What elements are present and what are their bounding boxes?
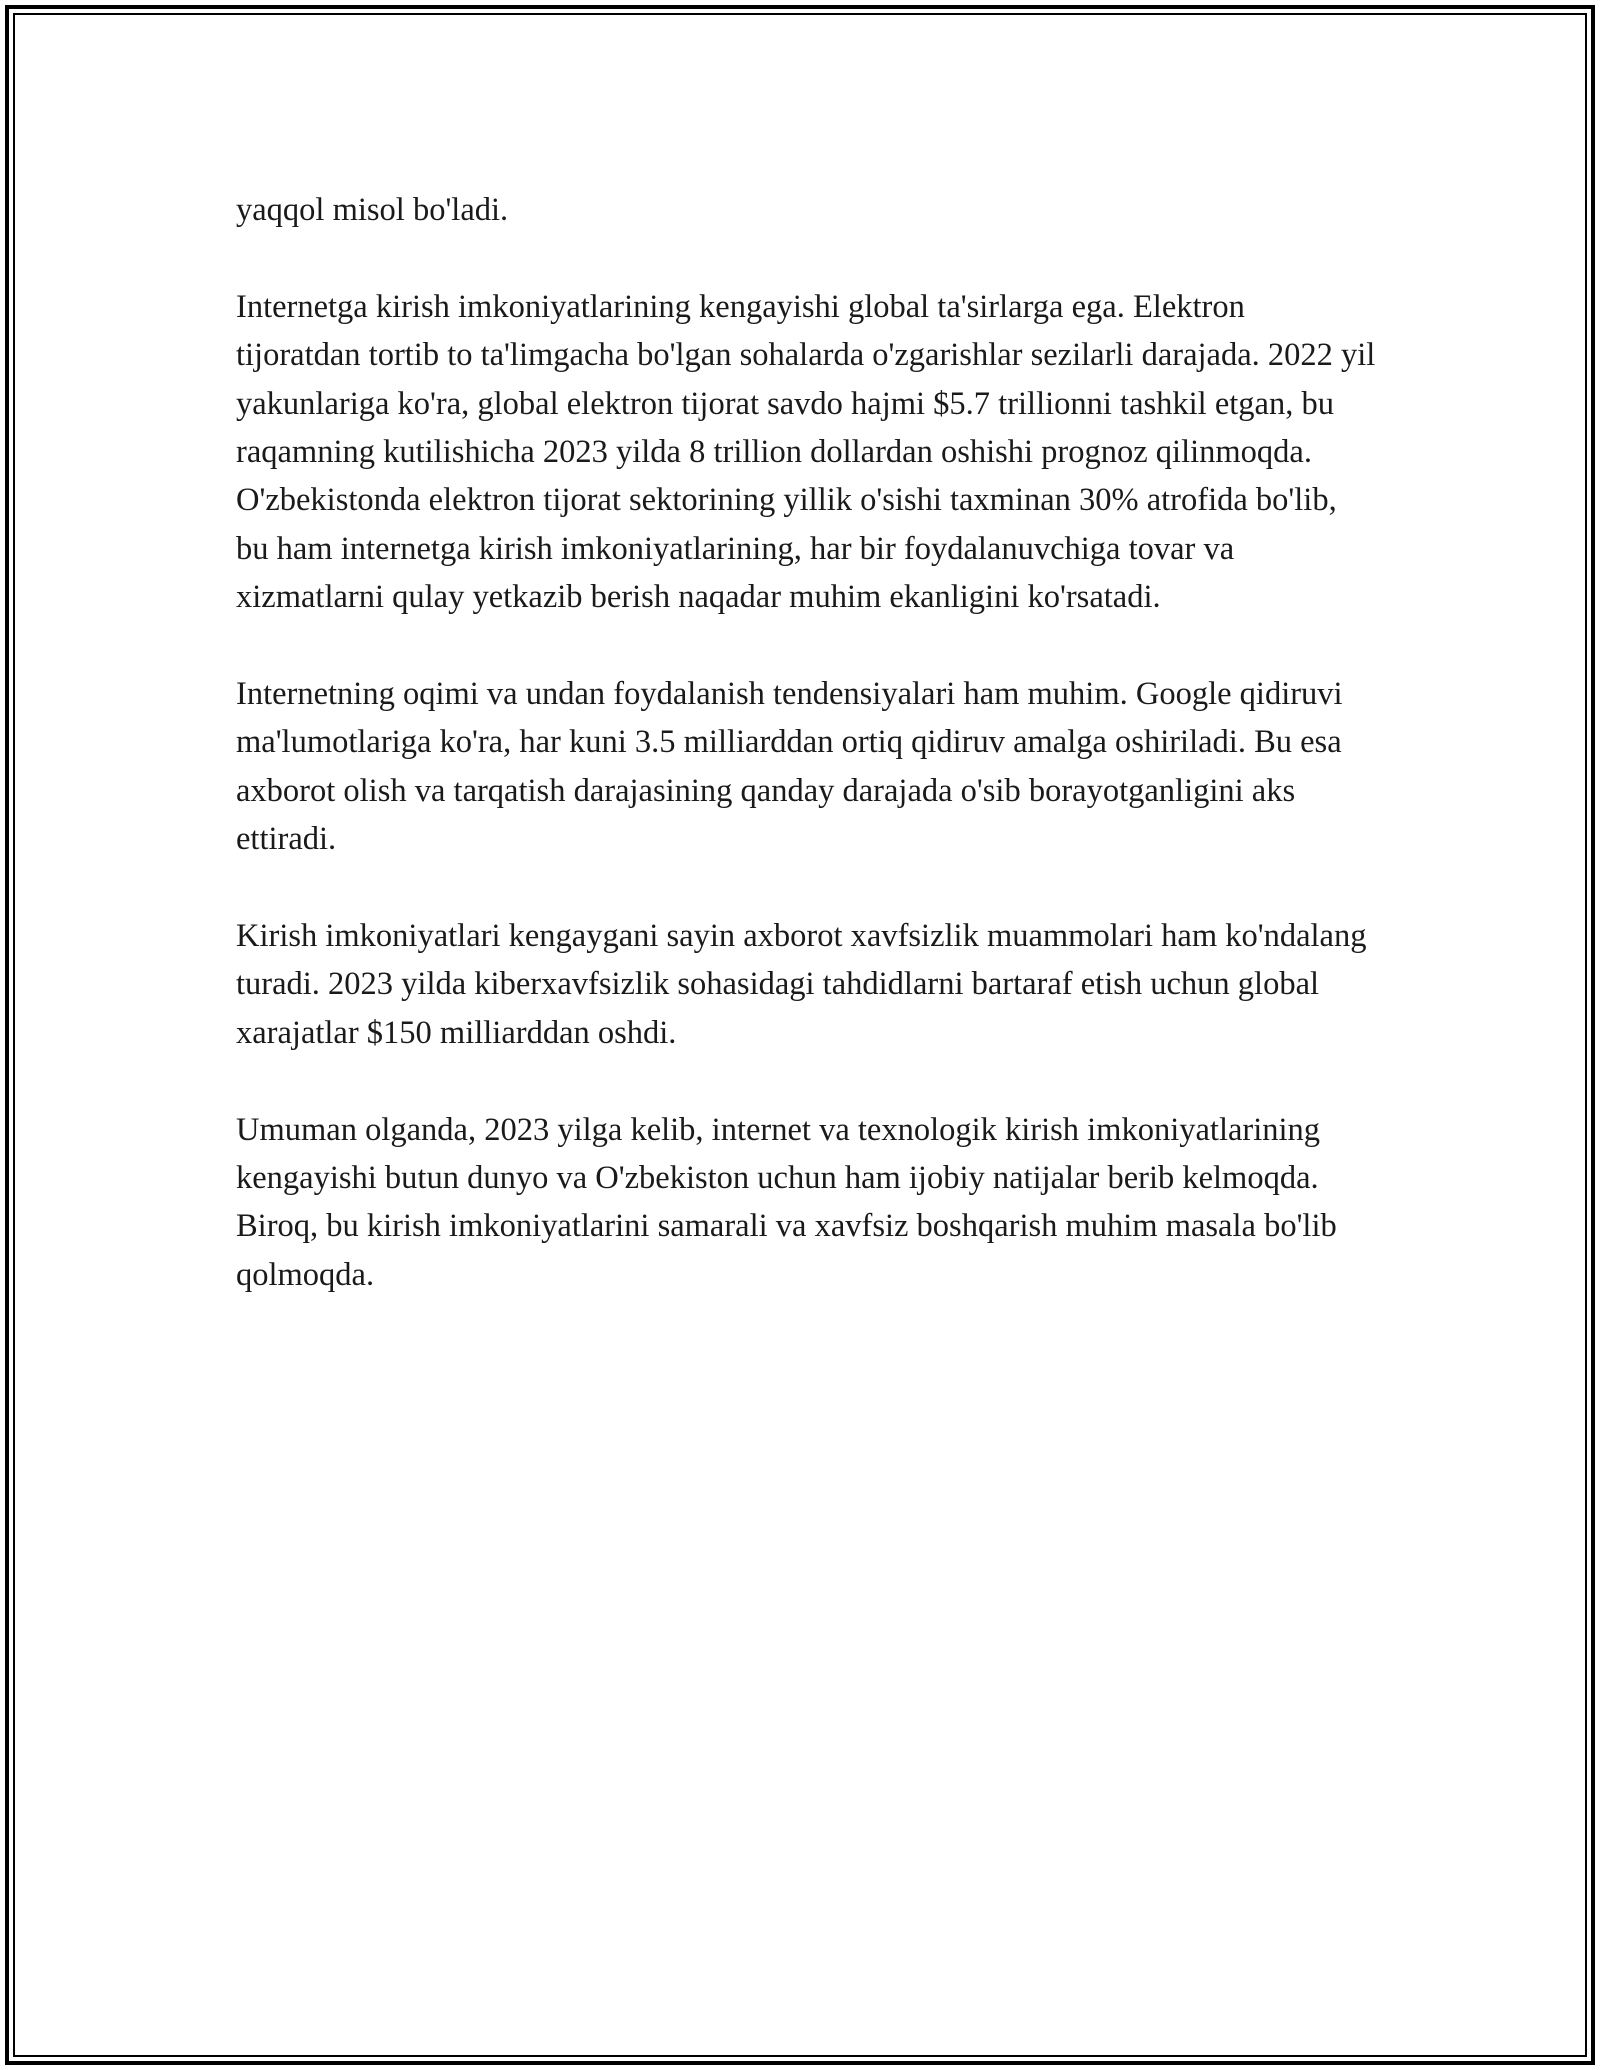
paragraph-ecommerce: Internetga kirish imkoniyatlarining kengayishi global ta'sirlarga ega. Elektron tijoratdan tortib to ta'limgacha bo'lgan sohalarda o'zgarishlar sezilarli darajada. 2022 yil yakunlariga ko'ra, global elektron tijorat savdo hajmi $5.7 trillionni tashkil etgan, bu raqamning kutilishicha 2023 yilda 8 trillion dollardan oshishi prognoz qilinmoqda. O'zbekistonda elektron tijorat sektorining yillik o'sishi taxminan 30% atrofida bo'lib, bu ham internetga kirish imkoniyatlarining, har bir foydalanuvchiga tovar va xizmatlarni qulay yetkazib berish naqadar muhim ekanligini ko'rsatadi. — [236, 288, 1376, 616]
paragraph-conclusion: Umuman olganda, 2023 yilga kelib, internet va texnologik kirish imkoniyatlarining kengayishi butun dunyo va O'zbekiston uchun ham ijobiy natijalar berib kelmoqda. Biroq, bu kirish imkoniyatlarini samarali va xavfsiz boshqarish muhim masala bo'lib qolmoqda. — [236, 1111, 1337, 1293]
paragraph-continuation: yaqqol misol bo'ladi. — [236, 192, 509, 228]
paragraph-search-trends: Internetning oqimi va undan foydalanish tendensiyalari ham muhim. Google qidiruvi ma'lumotlariga ko'ra, har kuni 3.5 milliarddan ortiq qidiruv amalga oshiriladi. Bu esa axborot olish va tarqatish darajasining qanday darajada o'sib borayotganligini aks ettiradi. — [236, 676, 1343, 858]
paragraph-security: Kirish imkoniyatlari kengaygani sayin axborot xavfsizlik muammolari ham ko'ndalang turadi. 2023 yilda kiberxavfsizlik sohasidagi tahdidlarni bartaraf etish uchun global xarajatlar $150 milliarddan oshdi. — [236, 918, 1367, 1051]
document-body — [236, 186, 1376, 1348]
